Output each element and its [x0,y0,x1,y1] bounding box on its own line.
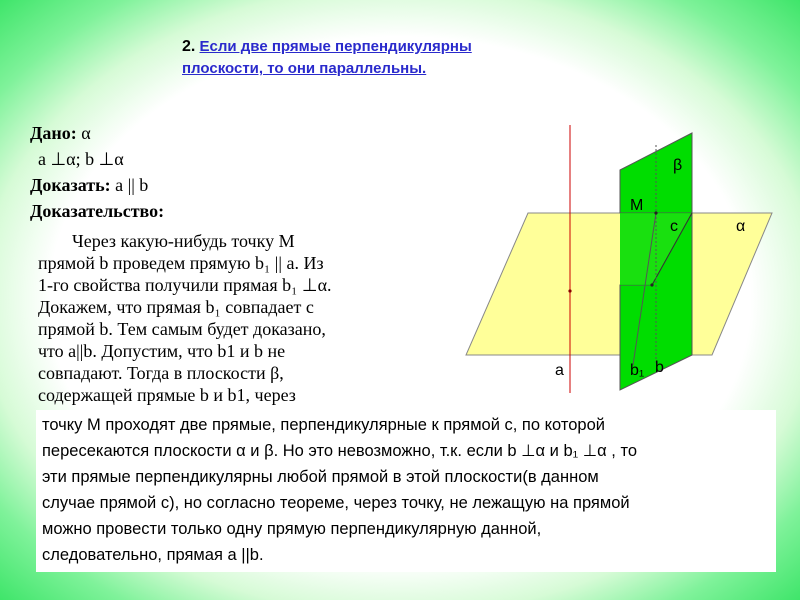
continuation-line: случае прямой с), но согласно теореме, через точку, не лежащую на прямой [42,494,630,512]
given-conditions: a ⊥α; b ⊥α [38,149,124,169]
given-row [30,122,91,144]
label-c: c [670,218,678,235]
label-beta: β [673,157,683,174]
label-b: b [655,359,664,376]
continuation-line: можно провести только одну прямую перпендикулярную данной, [42,520,542,538]
prove-label: Доказать: [30,175,111,195]
proof-line: прямой b. Тем самым будет доказано, [38,319,326,339]
prove-row [30,174,148,196]
proof-line: прямой b проведем прямую b₁ || a. Из [38,253,324,273]
proof-continuation [42,412,637,568]
title-line-2: плоскости, то они параллельны. [182,60,427,77]
label-b1: b₁ [630,362,645,379]
proof-line: 1-го свойства получили прямая b₁ ⊥α. [38,275,332,295]
point-m [654,211,657,214]
continuation-line: точку М проходят две прямые, перпендикулярные к прямой с, по которой [42,416,605,434]
plane-alpha [466,213,772,355]
label-a: a [555,362,564,379]
proof-paragraph [38,230,332,406]
proof-line: Докажем, что прямая b₁ совпадает с [38,297,314,317]
title-number: 2. [182,38,196,55]
label-m: М [630,197,644,214]
given-label: Дано: [30,123,77,143]
continuation-line: следовательно, прямая a ||b. [42,546,264,564]
given-value: α [81,123,91,143]
proof-line: Через какую-нибудь точку М [72,231,295,251]
proof-line: содержащей прямые b и b1, через [38,385,296,405]
geometry-diagram [430,115,780,400]
proof-line: что a||b. Допустим, что b1 и b не [38,341,286,361]
proof-label: Доказательство: [30,201,165,221]
continuation-line: пересекаются плоскости α и β. Но это невозможно, т.к. если b ⊥α и b₁ ⊥α , то [42,442,638,460]
prove-value: a || b [115,175,149,195]
point-on-a [568,289,571,292]
proof-line: совпадают. Тогда в плоскости β, [38,363,284,383]
point-on-c [650,283,653,286]
continuation-line: эти прямые перпендикулярны любой прямой в этой плоскости(в данном [42,468,599,486]
label-alpha: α [736,218,746,235]
title-line-1: Если две прямые перпендикулярны [199,38,472,55]
slide-title [182,36,582,80]
